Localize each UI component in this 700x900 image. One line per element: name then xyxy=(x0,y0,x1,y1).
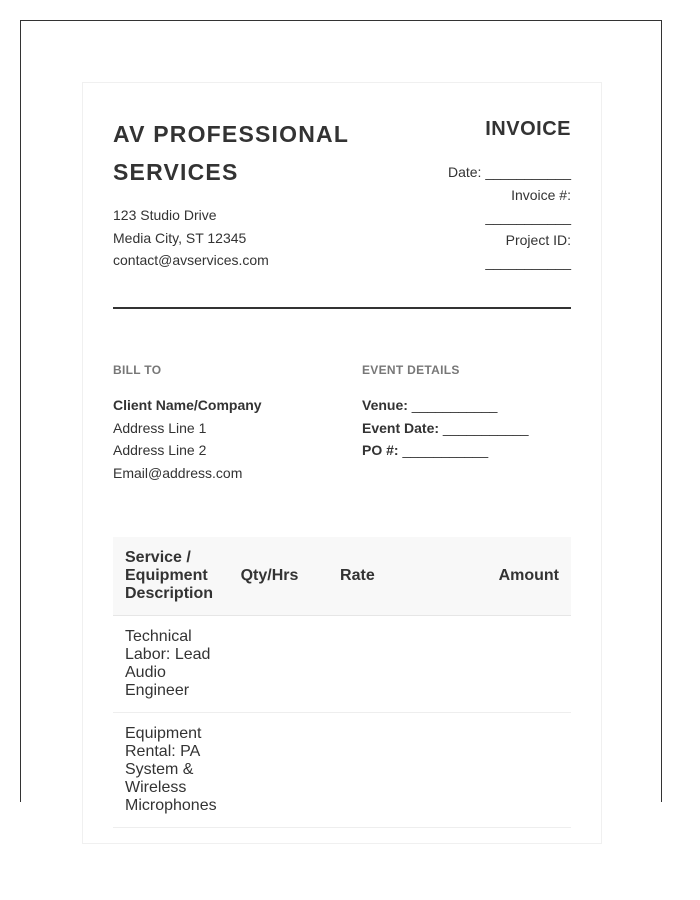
po-row xyxy=(362,439,529,462)
company-name: AV PROFESSIONAL SERVICES xyxy=(113,121,349,185)
invoice-number-value: ___________ xyxy=(485,209,571,225)
company-street: 123 Studio Drive xyxy=(113,207,217,223)
invoice-date-row xyxy=(431,161,571,184)
bill-to-block xyxy=(113,394,262,484)
event-details-block xyxy=(362,394,529,462)
invoice-date-label: Date: xyxy=(447,164,482,180)
header-description: Service / Equipment Description xyxy=(125,549,214,602)
invoice-meta xyxy=(431,161,571,274)
client-name: Client Name/Company xyxy=(113,397,262,413)
project-id-label: Project ID: xyxy=(505,231,571,248)
venue-row xyxy=(362,394,529,417)
po-value: ___________ xyxy=(402,442,489,458)
table-header-row xyxy=(113,537,571,616)
po-label: PO #: xyxy=(362,442,399,458)
header-divider xyxy=(113,307,571,309)
row-amount xyxy=(441,713,571,828)
header-qty: Qty/Hrs xyxy=(240,567,299,584)
company-address xyxy=(113,204,269,272)
bill-to-heading: BILL TO xyxy=(113,363,162,377)
line-items-table xyxy=(113,537,571,828)
row-qty xyxy=(229,713,328,828)
venue-label: Venue: xyxy=(362,397,408,413)
venue-value: ___________ xyxy=(411,397,498,413)
event-date-label: Event Date: xyxy=(362,419,440,436)
header-rate: Rate xyxy=(340,567,375,584)
client-email: Email@address.com xyxy=(113,464,243,481)
row-rate xyxy=(328,616,441,713)
invoice-date-value: ___________ xyxy=(485,164,571,180)
invoice-number-row xyxy=(431,184,571,229)
event-date-value: ___________ xyxy=(442,419,529,436)
company-city: Media City, ST 12345 xyxy=(113,229,247,246)
document-frame xyxy=(20,20,662,814)
event-details-heading: EVENT DETAILS xyxy=(362,363,460,377)
header-amount: Amount xyxy=(498,567,559,584)
row-rate xyxy=(328,713,441,828)
invoice-sheet xyxy=(82,82,602,844)
row-amount xyxy=(441,616,571,713)
row-qty xyxy=(229,616,328,713)
project-id-value: ___________ xyxy=(485,254,571,270)
company-email: contact@avservices.com xyxy=(113,252,269,268)
client-address-line-2: Address Line 2 xyxy=(113,442,207,458)
table-row xyxy=(113,616,571,713)
event-date-row xyxy=(362,417,529,440)
table-row xyxy=(113,713,571,828)
row-description: Equipment Rental: PA System & Wireless Microphones xyxy=(113,713,229,828)
row-description: Technical Labor: Lead Audio Engineer xyxy=(113,616,229,713)
invoice-title: INVOICE xyxy=(485,118,571,140)
client-address-line-1: Address Line 1 xyxy=(113,419,207,436)
invoice-number-label: Invoice #: xyxy=(511,186,571,203)
project-id-row xyxy=(431,229,571,274)
